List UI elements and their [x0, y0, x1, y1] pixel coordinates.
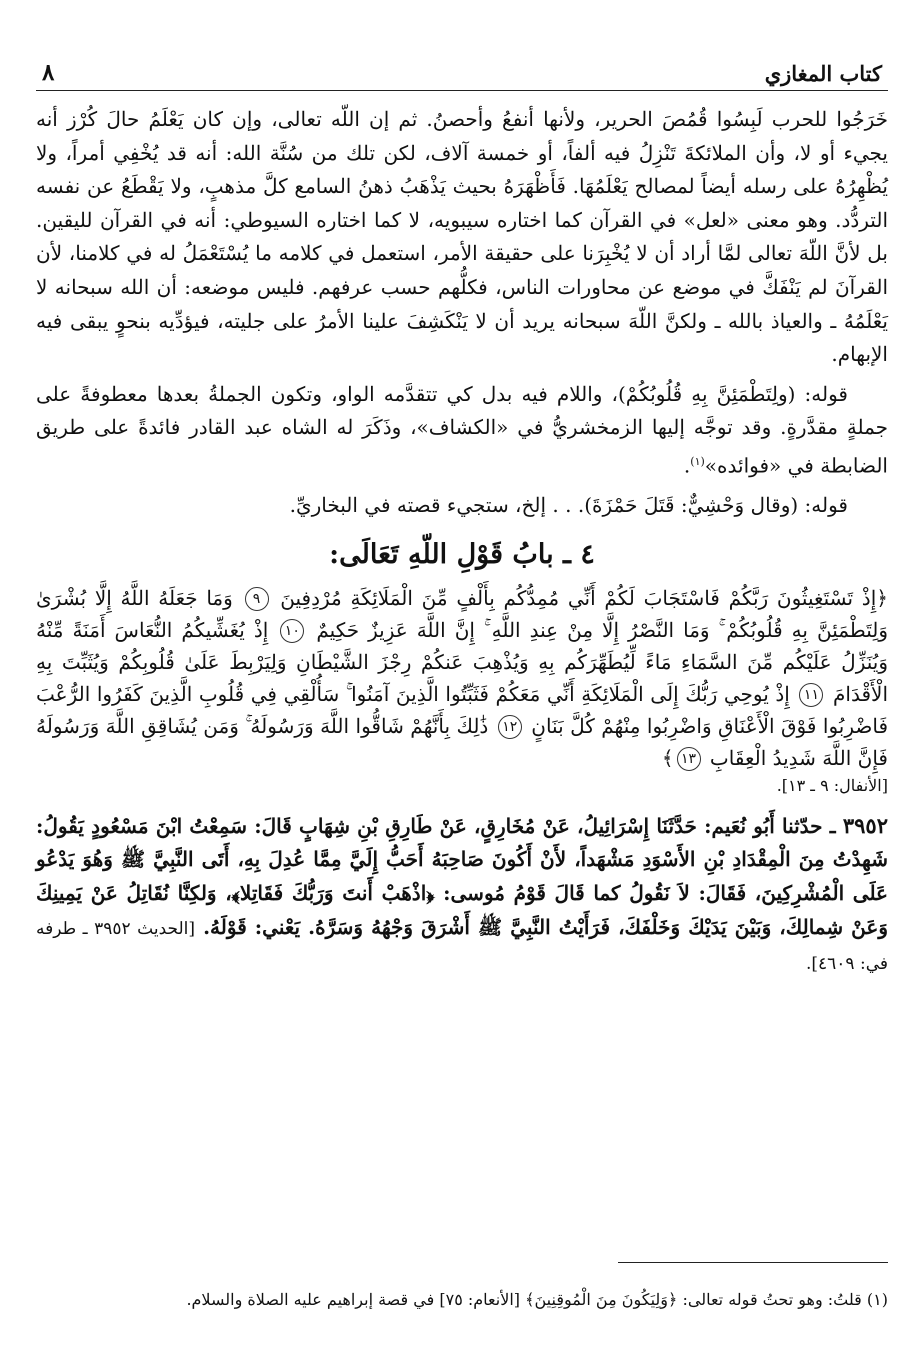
page-header	[36, 40, 888, 91]
commentary-text: قوله: (ولِتَطْمَئِنَّ بِهِ قُلُوبُكُمْ)، واللام فيه بدل كي تتقدَّمه الواو، وتكون الجملةُ بعدها معطوفةً على جملةٍ مقدَّرةٍ. وقد توجَّه إليها الزمخشريُّ في «الكشاف»، وذَكَرَ له الشاه عبد القادر فائدةً على طريق الضابطة في «فوائده»	[36, 381, 888, 478]
hadith-number: ٣٩٥٢	[842, 812, 888, 838]
commentary-paragraph: قوله: (ولِتَطْمَئِنَّ بِهِ قُلُوبُكُمْ)، واللام فيه بدل كي تتقدَّمه الواو، وتكون الجملةُ بعدها معطوفةً على جملةٍ مقدَّرةٍ. وقد توجَّه إليها الزمخشريُّ في «الكشاف»، وذَكَرَ له الشاه عبد القادر فائدةً على طريق الضابطة في «فوائده»$^{(١)}$.	[36, 381, 888, 478]
quran-verse-text: إِذْ يُوحِي رَبُّكَ إِلَى الْمَلَائِكَةِ أَنِّي مَعَكُمْ فَثَبِّتُوا الَّذِينَ آمَنُوا ۚ سَأُلْقِي فِي قُلُوبِ الَّذِينَ كَفَرُوا الرُّعْبَ فَاضْرِبُوا فَوْقَ الْأَعْنَاقِ وَاضْرِبُوا مِنْهُمْ كُلَّ بَنَانٍ	[36, 681, 889, 738]
hadith-text: ـ حدّثنا أَبُو نُعَيم: حَدَّثَنَا إِسْرَائِيلُ، عَنْ مُخَارِقٍ، عَنْ طَارِقِ بْنِ شِهَابٍ قَالَ: سَمِعْتُ ابْنَ مَسْعُودٍ يَقُولُ: شَهِدْتُ مِنَ الْمِقْدَادِ بْنِ الأَسْوَدِ مَشْهَداً، لأَنْ أَكُونَ صَاحِبَهُ أَحَبُّ إِلَيَّ مِمَّا عُدِلَ بِهِ، أَتَى النَّبِيَّ ﷺ وَهُوَ يَدْعُو عَلَى الْمُشْرِكِينَ، فَقَالَ: لاَ نَقُولُ كما قَالَ قَوْمُ مُوسى: ﴿اذْهَبْ أَنتَ وَرَبُّكَ فَقَاتِلا﴾، وَلكِنَّا نُقَاتِلُ عَنْ يَمِينِكَ وَعَنْ شِمالِكَ، وَبَيْنَ يَدَيْكَ وَخَلْفَكَ، فَرَأَيْتُ النَّبِيَّ ﷺ أَشْرَقَ وَجْهُهُ وَسَرَّهُ. يَعْني: قَوْلَهُ.	[36, 813, 888, 939]
hadith-paragraph	[36, 809, 888, 982]
commentary-paragraph: قوله: (وقال وَحْشِيٌّ: قَتَلَ حَمْزَةَ). . . إلخ، ستجيء قصته في البخاريِّ.	[289, 493, 848, 518]
footnote	[36, 1288, 888, 1312]
footnote-marker[interactable]: (١)	[690, 454, 705, 468]
commentary-paragraph: خَرَجُوا للحرب لَبِسُوا قُمُصَ الحرير، ولأنها أنفعُ وأحصنُ. ثم إن اللّه تعالى، وإن كان يَعْلَمُ حالَ كُرْز أنه يجيء أو لا، وأن الملائكةَ تَنْزِلُ فيه ألفاً، أو خمسة آلاف، لكن تلك من سُنَّة الله: أنه قد يُخْفِي أمراً، ولا يُظْهِرُهُ على رسله أيضاً لمصالح يَعْلَمُهَا. فَأَظْهَرَهُ بحيث يَذْهَبُ ذهنُ السامع كلَّ مذهبٍ، ولا يَقْطَعُ عن نفسه التردُّد. وهو معنى «لعل» في القرآن كما اختاره سيبويه، لا كما اختاره السيوطي: أنه في القرآن لليقين. بل لأنَّ اللّهَ تعالى لمَّا أراد أن لا يُخْبِرَنا على حقيقة الأمر، استعمل في كلامه ما يُسْتَعْمَلُ له في كلامنا، لأن القرآنَ لم يَنْفَكَّ في موضع عن محاورات الناس، فكلُّهم حسب عرفهم. فليس موضعه: أن الله سبحانه لا يَعْلَمُهُ ـ والعياذ بالله ـ ولكنَّ اللّهَ سبحانه يريد أن لا يَنْكَشِفَ علينا الأمرُ على جليته، فيؤدِّيه بنحوٍ يبقى فيه الإبهام.	[36, 107, 889, 367]
chapter-heading: ٤ ـ بابُ قَوْلِ اللّهِ تَعَالَى:	[329, 538, 595, 570]
footnote-text: قلتُ: وهو تحتُ قوله تعالى: ﴿وَلِيَكُونَ مِنَ الْمُوقِنِينَ﴾ [الأنعام: ٧٥] في قصة إبراهيم عليه الصلاة والسلام.	[186, 1290, 862, 1309]
hadith-cross-reference: [الحديث ٣٩٥٢ ـ طرفه في: ٤٦٠٩].	[36, 918, 888, 975]
page-number: ٨	[42, 59, 55, 86]
book-title: كتاب المغازي	[764, 61, 882, 86]
verse-number-badge: ١٣	[677, 747, 701, 771]
footnote-divider	[618, 1262, 888, 1263]
verse-number-badge: ١٢	[498, 715, 522, 739]
quran-verse-text: إِذْ يُغَشِّيكُمُ النُّعَاسَ أَمَنَةً مِّنْهُ وَيُنَزِّلُ عَلَيْكُم مِّنَ السَّمَاءِ مَاءً لِّيُطَهِّرَكُم بِهِ وَيُذْهِبَ عَنكُمْ رِجْزَ الشَّيْطَانِ وَلِيَرْبِطَ عَلَىٰ قُلُوبِكُمْ وَيُثَبِّتَ بِهِ الْأَقْدَامَ	[36, 617, 889, 706]
quran-verse-text: وَمَا جَعَلَهُ اللَّهُ إِلَّا بُشْرَىٰ وَلِتَطْمَئِنَّ بِهِ قُلُوبُكُمْ ۚ وَمَا النَّصْرُ إِلَّا مِنْ عِندِ اللَّهِ ۚ إِنَّ اللَّهَ عَزِيزٌ حَكِيمٌ	[36, 585, 889, 642]
book-page	[36, 40, 889, 1309]
footnote-marker: (١)	[866, 1290, 888, 1309]
verse-number-badge: ١٠	[280, 619, 304, 643]
verse-number-badge: ١١	[799, 683, 823, 707]
quran-reference: [الأنفال: ٩ ـ ١٣].	[776, 775, 888, 795]
quran-verse-text: ذَٰلِكَ بِأَنَّهُمْ شَاقُّوا اللَّهَ وَرَسُولَهُ ۚ وَمَن يُشَاقِقِ اللَّهَ وَرَسُولَهُ فَإِنَّ اللَّهَ شَدِيدُ الْعِقَابِ	[36, 713, 888, 770]
verse-number-badge: ٩	[245, 587, 269, 611]
quran-verse-text: ﴿إِذْ تَسْتَغِيثُونَ رَبَّكُمْ فَاسْتَجَابَ لَكُمْ أَنِّي مُمِدُّكُم بِأَلْفٍ مِّنَ الْمَلَائِكَةِ مُرْدِفِينَ	[280, 585, 888, 610]
quran-verses	[36, 582, 888, 774]
quran-closing-bracket: ﴾	[661, 745, 674, 770]
